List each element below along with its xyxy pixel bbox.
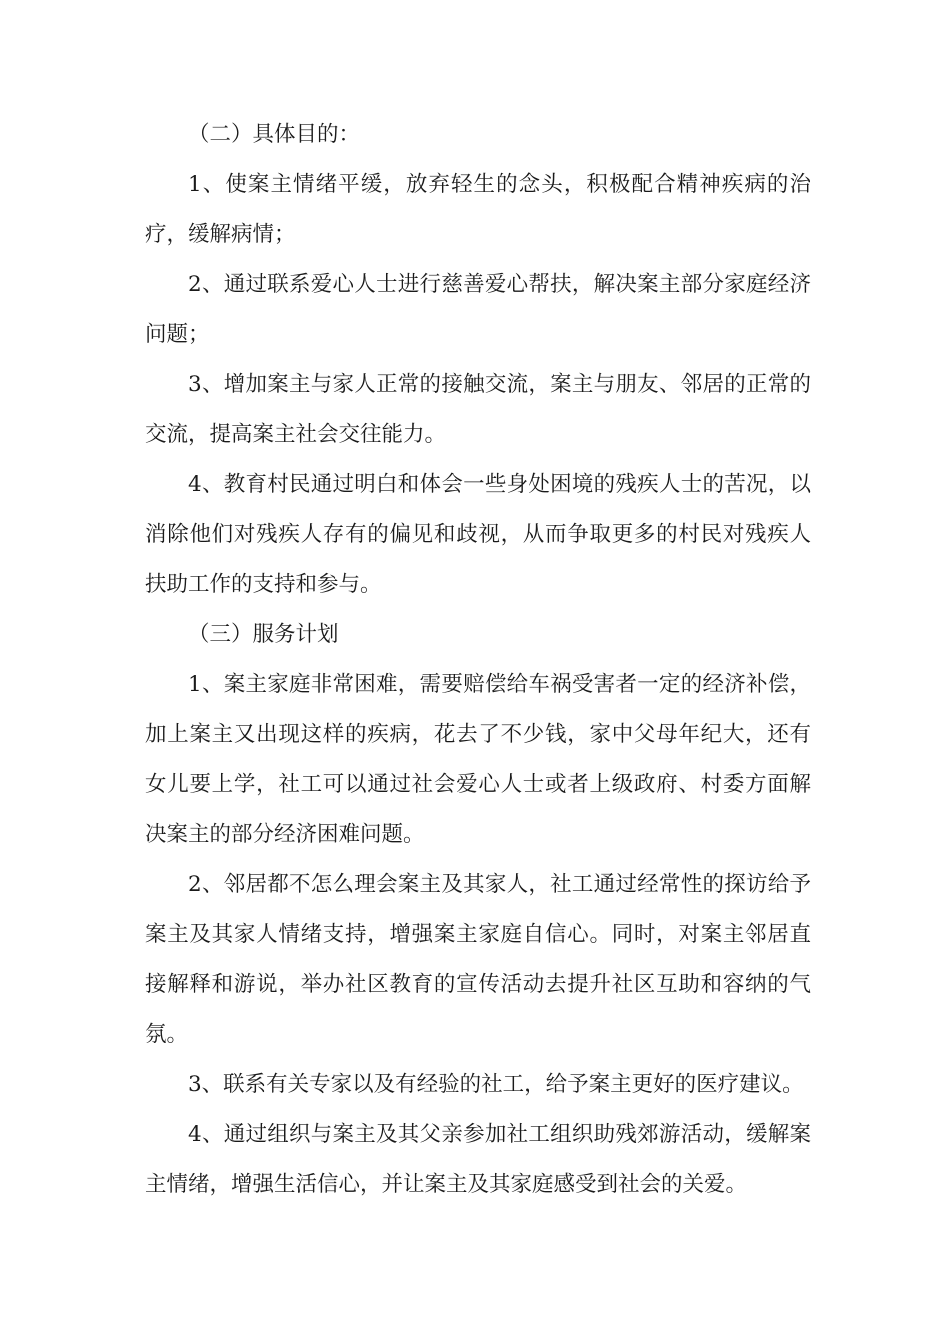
section-heading-service-plan: （三）服务计划 bbox=[188, 622, 339, 647]
plan-item-1: 1、案主家庭非常困难，需要赔偿给车祸受害者一定的经济补偿，加上案主又出现这样的疾病，花去了不少钱，家中父母年纪大，还有女儿要上学，社工可以通过社会爱心人士或者上级政府、村委方面解决案主的部分经济困难问题。 bbox=[145, 672, 811, 847]
plan-item-2: 2、邻居都不怎么理会案主及其家人，社工通过经常性的探访给予案主及其家人情绪支持，增强案主家庭自信心。同时，对案主邻居直接解释和游说，举办社区教育的宣传活动去提升社区互助和容纳的气氛。 bbox=[145, 872, 811, 1047]
objective-item-4: 4、教育村民通过明白和体会一些身处困境的残疾人士的苦况，以消除他们对残疾人存有的偏见和歧视，从而争取更多的村民对残疾人扶助工作的支持和参与。 bbox=[145, 472, 811, 597]
objective-item-3: 3、增加案主与家人正常的接触交流，案主与朋友、邻居的正常的交流，提高案主社会交往能力。 bbox=[145, 372, 811, 447]
section-heading-objectives: （二）具体目的： bbox=[188, 122, 361, 147]
document-body bbox=[145, 110, 811, 1210]
plan-item-3: 3、联系有关专家以及有经验的社工，给予案主更好的医疗建议。 bbox=[188, 1072, 804, 1097]
plan-item-4: 4、通过组织与案主及其父亲参加社工组织助残郊游活动，缓解案主情绪，增强生活信心，并让案主及其家庭感受到社会的关爱。 bbox=[145, 1122, 811, 1197]
objective-item-1: 1、使案主情绪平缓，放弃轻生的念头，积极配合精神疾病的治疗，缓解病情； bbox=[145, 172, 811, 247]
objective-item-2: 2、通过联系爱心人士进行慈善爱心帮扶，解决案主部分家庭经济问题； bbox=[145, 272, 811, 347]
